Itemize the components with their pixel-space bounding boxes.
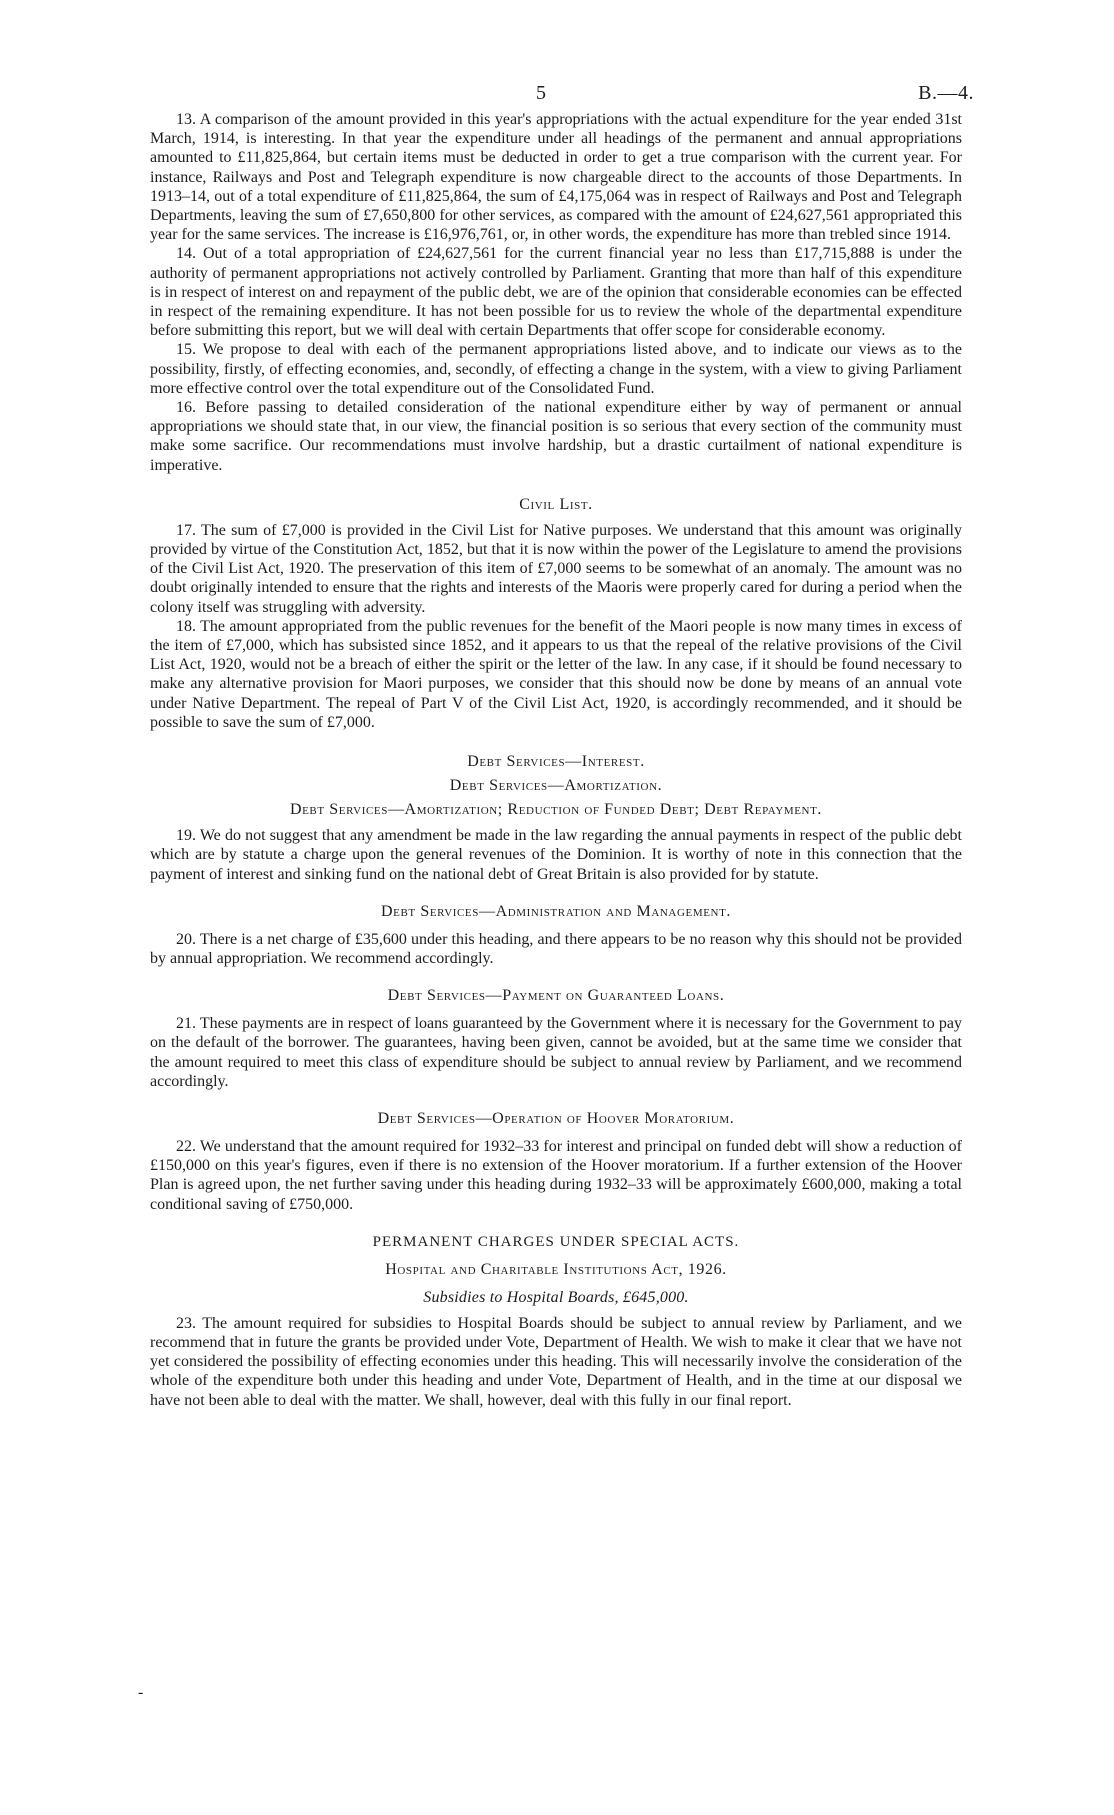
paragraph-16: 16. Before passing to detailed consideration of the national expenditure either by way of permanent or annual appropriations we should state that, in our view, the financial position is so serious that every section of the community must make some sacrifice. Our recommendations must involve hardship, but a drastic curtailment of national expenditure is imperative. <box>150 399 962 474</box>
paragraph-15: 15. We propose to deal with each of the permanent appropriations listed above, and to indicate our views as to the possibility, firstly, of effecting economies, and, secondly, of effecting a change in the system, with a view to giving Parliament more effective control over the total expenditure out of the Consolidated Fund. <box>150 341 962 397</box>
paragraph-18: 18. The amount appropriated from the public revenues for the benefit of the Maori people is now many times in excess of the item of £7,000, which has subsisted since 1852, and it appears to us that the repeal of the relative provisions of the Civil List Act, 1920, would not be a breach of either the spirit or the letter of the law. In any case, if it should be found necessary to make any alternative provision for Maori purposes, we consider that this should now be done by means of an annual vote under Native Department. The repeal of Part V of the Civil List Act, 1920, is accordingly recommended, and it should be possible to save the sum of £7,000. <box>150 617 962 731</box>
paragraph-14: 14. Out of a total appropriation of £24,627,561 for the current financial year no less than £17,715,888 is under the authority of permanent appropriations not actively controlled by Parliament. Granting that more than half of this expenditure is in respect of interest on and repayment of the public debt, we are of the opinion that considerable economies can be effected in respect of the remaining expenditure. It has not been possible for us to review the whole of the departmental expenditure before submitting this report, but we will deal with certain Departments that offer scope for considerable economy. <box>150 245 962 340</box>
heading-debt-administration: Debt Services—Administration and Management. <box>380 902 732 920</box>
heading-civil-list: Civil List. <box>519 495 593 513</box>
heading-permanent-charges: PERMANENT CHARGES UNDER SPECIAL ACTS. <box>372 1233 740 1250</box>
paragraph-20: 20. There is a net charge of £35,600 under this heading, and there appears to be no reason why this should not be provided by annual appropriation. We recommend accordingly. <box>150 930 962 967</box>
paragraph-23: 23. The amount required for subsidies to Hospital Boards should be subject to annual review by Parliament, and we recommend that in future the grants be provided under Vote, Department of Health. We wish to make it clear that we have not yet considered the possibility of effecting economies under this heading. This will necessarily involve the consideration of the whole of the expenditure both under this heading and under Vote, Department of Health, and in the time at our disposal we have not been able to deal with the matter. We shall, however, deal with this fully in our final report. <box>150 1314 962 1409</box>
heading-hospital-act: Hospital and Charitable Institutions Act, 1926. <box>385 1260 727 1278</box>
paragraph-13: 13. A comparison of the amount provided in this year's appropriations with the actual expenditure for the year ended 31st March, 1914, is interesting. In that year the expenditure under all headings of the permanent and annual appropriations amounted to £11,825,864, but certain items must be deducted in order to get a true comparison with the current year. For instance, Railways and Post and Telegraph expenditure is now chargeable direct to the accounts of those Departments. In 1913–14, out of a total expenditure of £11,825,864, the sum of £4,175,064 was in respect of Railways and Post and Telegraph Departments, leaving the sum of £7,650,800 for other services, as compared with the amount of £24,627,561 appropriated this year for the same services. The increase is £16,976,761, or, in other words, the expenditure has more than trebled since 1914. <box>150 111 962 244</box>
page-number: 5 <box>536 82 546 104</box>
running-head <box>150 82 974 110</box>
margin-mark: - <box>138 1684 144 1701</box>
paragraph-22: 22. We understand that the amount required for 1932–33 for interest and principal on funded debt will show a reduction of £150,000 on this year's figures, even if there is no extension of the Hoover moratorium. If a further extension of the Hoover Plan is agreed upon, the net further saving under this heading during 1932–33 will be approximately £600,000, making a total conditional saving of £750,000. <box>150 1137 962 1213</box>
heading-debt-hoover-moratorium: Debt Services—Operation of Hoover Moratorium. <box>377 1109 735 1127</box>
paragraph-21: 21. These payments are in respect of loans guaranteed by the Government where it is necessary for the Government to pay on the default of the borrower. The guarantees, having been given, cannot be avoided, but at the same time we consider that the amount required to meet this class of expenditure should be subject to annual review by Parliament, and we recommend accordingly. <box>150 1015 962 1090</box>
paragraph-17: 17. The sum of £7,000 is provided in the Civil List for Native purposes. We understand that this amount was originally provided by virtue of the Constitution Act, 1852, but that it is now within the power of the Legislature to amend the provisions of the Civil List Act, 1920. The preservation of this item of £7,000 seems to be somewhat of an anomaly. The amount was no doubt originally intended to ensure that the rights and interests of the Maoris were properly cared for during a period when the colony itself was struggling with adversity. <box>150 521 962 616</box>
document-reference: B.—4. <box>918 82 974 104</box>
heading-debt-amortization: Debt Services—Amortization. <box>449 777 663 795</box>
paragraph-19: 19. We do not suggest that any amendment be made in the law regarding the annual payments in respect of the public debt which are by statute a charge upon the general revenues of the Dominion. It is worthy of note in this connection that the payment of interest and sinking fund on the national debt of Great Britain is also provided for by statute. <box>150 827 962 883</box>
heading-subsidies: Subsidies to Hospital Boards, £645,000. <box>423 1288 689 1306</box>
heading-debt-guaranteed-loans: Debt Services—Payment on Guaranteed Loans. <box>387 987 725 1005</box>
heading-debt-interest: Debt Services—Interest. <box>467 753 645 771</box>
heading-debt-combined: Debt Services—Amortization; Reduction of Funded Debt; Debt Repayment. <box>289 801 823 819</box>
